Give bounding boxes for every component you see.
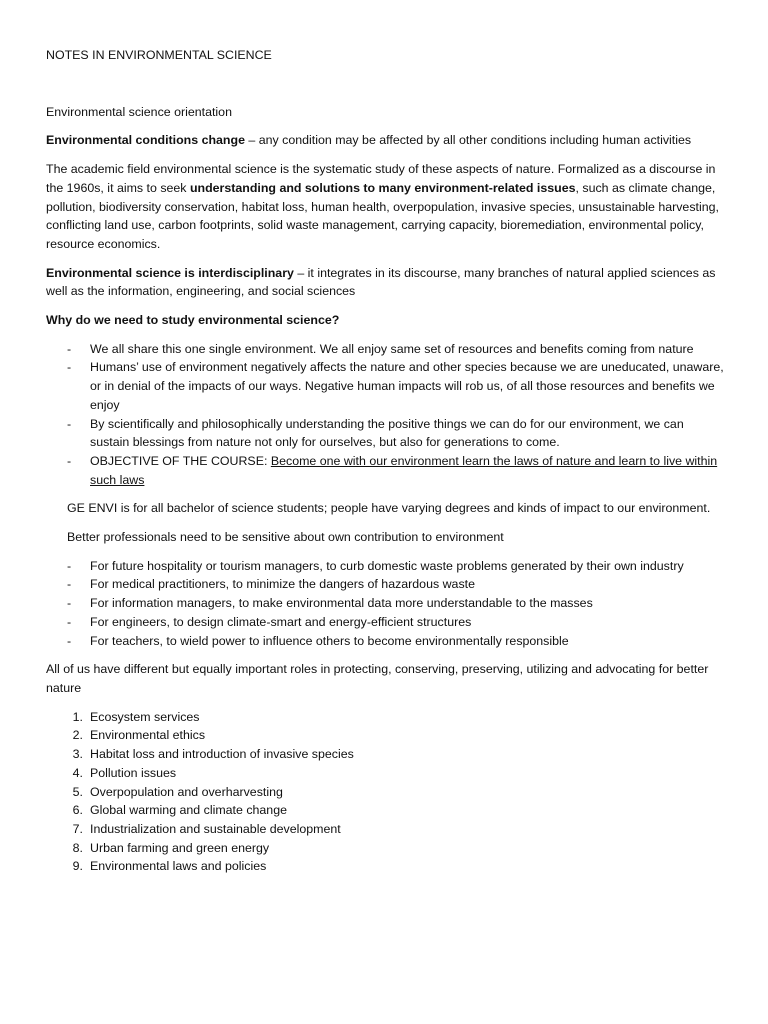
objective-label: OBJECTIVE OF THE COURSE: bbox=[90, 453, 271, 468]
number-marker: 8. bbox=[72, 840, 83, 855]
dash-marker: - bbox=[67, 614, 72, 629]
why-list bbox=[46, 340, 726, 490]
number-marker: 6. bbox=[72, 803, 83, 818]
list-item bbox=[46, 820, 726, 839]
list-item bbox=[46, 857, 726, 876]
list-item bbox=[46, 415, 726, 452]
list-item-text: Environmental laws and policies bbox=[90, 859, 267, 874]
academic-bold: understanding and solutions to many environment-related issues bbox=[189, 180, 576, 195]
list-item-text: For teachers, to wield power to influence others to become environmentally responsible bbox=[90, 633, 569, 648]
list-item-text: We all share this one single environment. We all enjoy same set of resources and benefits coming from nature bbox=[90, 341, 694, 356]
why-heading-bold: Why do we need to study environmental science? bbox=[46, 313, 340, 328]
list-item-objective bbox=[46, 452, 726, 489]
list-item bbox=[46, 632, 726, 651]
list-item-text: Humans’ use of environment negatively affects the nature and other species because we are uneducated, unaware, or in denial of the impacts of our ways. Negative human impacts will rob us, of all those resources and benefits we enjoy bbox=[90, 360, 724, 412]
number-marker: 3. bbox=[72, 747, 83, 762]
list-item-text: For future hospitality or tourism managers, to curb domestic waste problems generated by their own industry bbox=[90, 558, 684, 573]
ge-envi-paragraph: GE ENVI is for all bachelor of science students; people have varying degrees and kinds of impact to our environment. bbox=[67, 501, 711, 516]
list-item bbox=[46, 575, 726, 594]
academic-text-pre: The academic field environmental science is the systematic study of these aspects of nature. Formalized as a discourse in the 1960s, it aims to seek bbox=[46, 162, 716, 195]
list-item-text: For information managers, to make environmental data more understandable to the masses bbox=[90, 596, 593, 611]
list-item bbox=[46, 801, 726, 820]
number-marker: 7. bbox=[72, 821, 83, 836]
list-item bbox=[46, 726, 726, 745]
list-item-text: By scientifically and philosophically understanding the positive things we can do for our environment, we can sustain blessings from nature not only for ourselves, but also for generations to come. bbox=[90, 416, 684, 450]
dash-marker: - bbox=[67, 596, 72, 611]
academic-paragraph bbox=[46, 160, 726, 254]
list-item-text: Ecosystem services bbox=[90, 709, 200, 724]
list-item-text: Industrialization and sustainable development bbox=[90, 821, 341, 836]
list-item bbox=[46, 557, 726, 576]
interdisciplinary-text: – it integrates in its discourse, many branches of natural applied sciences as well as the information, engineering, and social sciences bbox=[46, 265, 716, 299]
professionals-list bbox=[46, 557, 726, 651]
conditions-text: – any condition may be affected by all other conditions including human activities bbox=[244, 133, 692, 148]
objective-underlined-text: Become one with our environment learn the laws of nature and learn to live within such laws bbox=[90, 453, 718, 487]
number-marker: 2. bbox=[72, 728, 83, 743]
list-item bbox=[46, 358, 726, 414]
list-item-text: Overpopulation and overharvesting bbox=[90, 784, 283, 799]
list-item bbox=[46, 839, 726, 858]
list-item-text: Environmental ethics bbox=[90, 728, 206, 743]
conditions-paragraph bbox=[46, 131, 726, 150]
dash-marker: - bbox=[67, 558, 72, 573]
roles-paragraph: All of us have different but equally important roles in protecting, conserving, preserving, utilizing and advocating for better nature bbox=[46, 662, 709, 695]
list-item-text: For medical practitioners, to minimize the dangers of hazardous waste bbox=[90, 577, 475, 592]
number-marker: 5. bbox=[72, 784, 83, 799]
list-item bbox=[46, 783, 726, 802]
conditions-bold: Environmental conditions change bbox=[46, 133, 245, 148]
list-item bbox=[46, 708, 726, 727]
dash-marker: - bbox=[67, 416, 72, 431]
list-item bbox=[46, 745, 726, 764]
list-item-text: Global warming and climate change bbox=[90, 803, 287, 818]
number-marker: 4. bbox=[72, 765, 83, 780]
better-professionals-paragraph: Better professionals need to be sensitive about own contribution to environment bbox=[67, 530, 504, 545]
document-page bbox=[46, 46, 726, 886]
list-item-text: Urban farming and green energy bbox=[90, 840, 270, 855]
academic-text-post: , such as climate change, pollution, biodiversity conservation, habitat loss, human health, overpopulation, invasive species, unsustainable harvesting, conflicting land use, carbon footprints, solid waste management, carrying capacity, bioremediation, environmental policy, resource economics. bbox=[46, 180, 719, 251]
list-item bbox=[46, 613, 726, 632]
number-marker: 9. bbox=[72, 859, 83, 874]
why-heading bbox=[46, 311, 726, 330]
orientation-heading: Environmental science orientation bbox=[46, 104, 232, 119]
list-item-text: Pollution issues bbox=[90, 765, 177, 780]
document-title: NOTES IN ENVIRONMENTAL SCIENCE bbox=[46, 48, 272, 62]
interdisciplinary-bold: Environmental science is interdisciplinary bbox=[46, 265, 294, 280]
list-item bbox=[46, 594, 726, 613]
list-item-text: For engineers, to design climate-smart and energy-efficient structures bbox=[90, 614, 472, 629]
topics-list bbox=[46, 708, 726, 876]
list-item-text: Habitat loss and introduction of invasive species bbox=[90, 747, 354, 762]
dash-marker: - bbox=[67, 341, 72, 356]
dash-marker: - bbox=[67, 577, 72, 592]
dash-marker: - bbox=[67, 453, 72, 468]
number-marker: 1. bbox=[72, 709, 83, 724]
dash-marker: - bbox=[67, 360, 72, 375]
list-item bbox=[46, 764, 726, 783]
interdisciplinary-paragraph bbox=[46, 264, 726, 301]
dash-marker: - bbox=[67, 633, 72, 648]
list-item bbox=[46, 340, 726, 359]
